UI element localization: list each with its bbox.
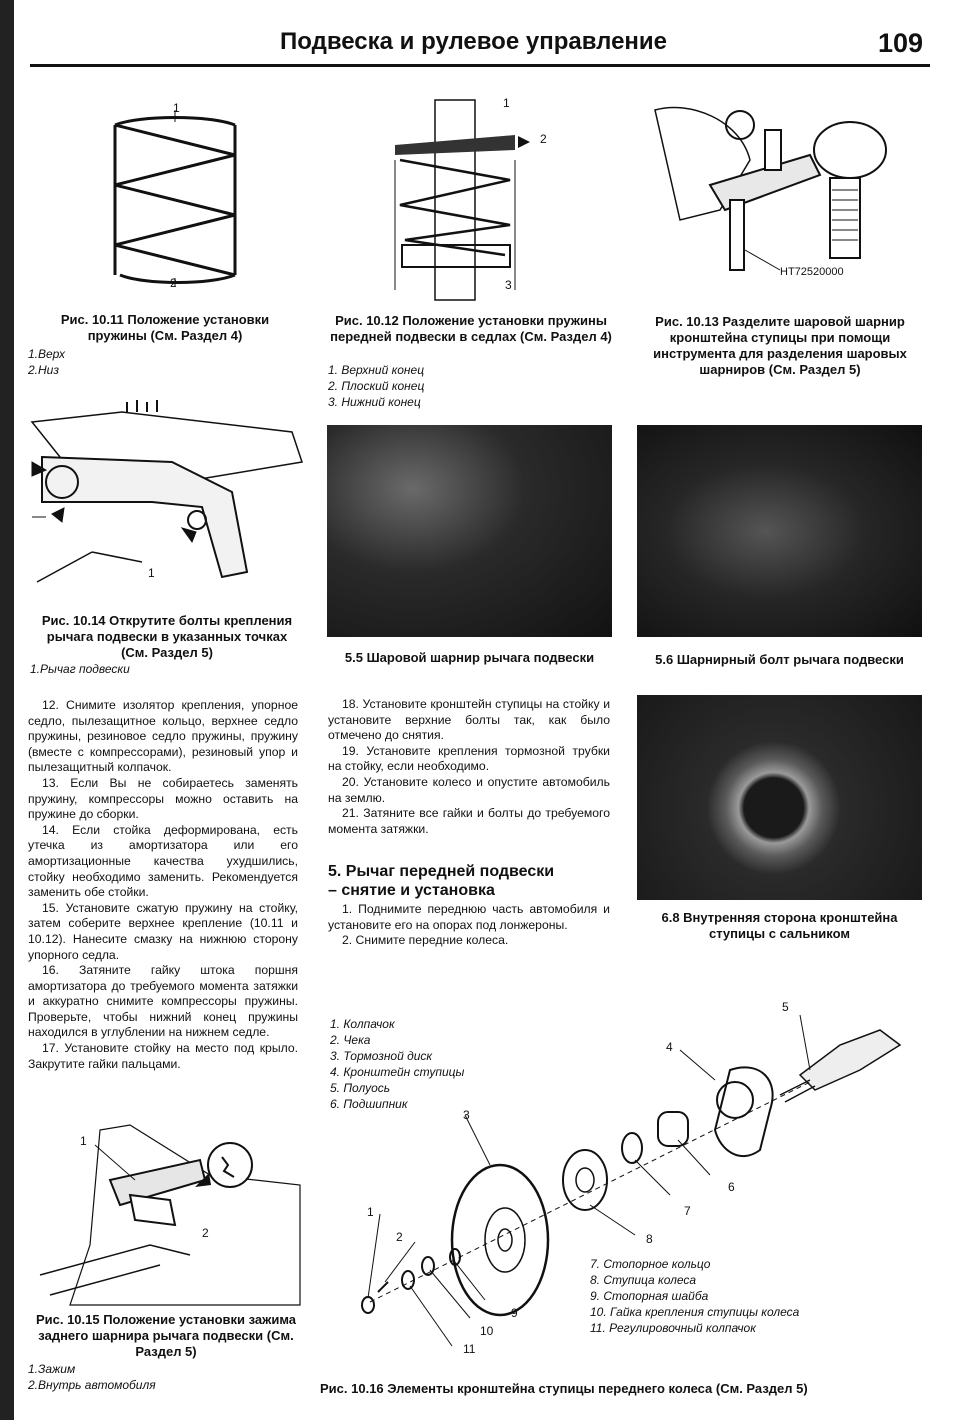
fig-10-16-label-2: 2 bbox=[396, 1230, 403, 1244]
fig-10-11-label-1: 1 bbox=[173, 101, 180, 115]
fig-10-11-legend bbox=[28, 346, 65, 378]
page-edge-shadow bbox=[0, 0, 14, 1420]
photo-5-6-image bbox=[637, 425, 922, 637]
fig-10-16-caption: Рис. 10.16 Элементы кронштейна ступицы переднего колеса (См. Раздел 5) bbox=[320, 1381, 808, 1396]
paragraph: 14. Если стойка деформирована, есть утечка из амортизатора или его амортизационные качества ухудшились, стойку необходимо заменить. Рекомендуется заменить обе стойки. bbox=[28, 822, 298, 900]
fig-10-15-label-2: 2 bbox=[202, 1226, 209, 1240]
text-column-middle bbox=[328, 697, 610, 837]
fig-10-16-legend-item: 1. Колпачок bbox=[330, 1017, 395, 1031]
photo-5-5-image bbox=[327, 425, 612, 637]
fig-10-16-legend-item: 5. Полуось bbox=[330, 1081, 391, 1095]
fig-10-14-arm-drawing bbox=[32, 402, 302, 602]
fig-10-12-legend bbox=[328, 362, 424, 410]
header-rule bbox=[30, 64, 930, 67]
fig-10-13-tool-code: HT72520000 bbox=[780, 266, 844, 278]
fig-10-11-label-2: 2 bbox=[170, 276, 177, 290]
fig-10-12-legend-item: 1. Верхний конец bbox=[328, 363, 425, 377]
fig-10-15-label-1: 1 bbox=[80, 1134, 87, 1148]
fig-10-16-legend-item: 6. Подшипник bbox=[330, 1097, 408, 1111]
fig-10-16-legend-item: 8. Ступица колеса bbox=[590, 1273, 697, 1287]
fig-10-16-label-1: 1 bbox=[367, 1205, 374, 1219]
fig-10-13-caption: Рис. 10.13 Разделите шаровой шарнир кронштейна ступицы при помощи инструмента для разделения шаровых шарниров (См. Раздел 5) bbox=[653, 314, 907, 377]
fig-10-12-label-1: 1 bbox=[503, 96, 510, 110]
paragraph: 1. Поднимите переднюю часть автомобиля и установите его на опорах под лонжероны. bbox=[328, 902, 610, 932]
fig-10-16-legend-item: 3. Тормозной диск bbox=[330, 1049, 433, 1063]
fig-10-15-clamp-drawing bbox=[30, 1125, 305, 1310]
paragraph: 17. Установите стойку на место под крыло. Закрутите гайки пальцами. bbox=[28, 1041, 298, 1071]
fig-10-16-label-4: 4 bbox=[666, 1040, 673, 1054]
fig-10-14-legend-item: 1.Рычаг подвески bbox=[30, 662, 130, 676]
fig-10-11-legend-item: 1.Верх bbox=[28, 347, 65, 361]
photo-5-6-caption: 5.6 Шарнирный болт рычага подвески bbox=[655, 652, 904, 667]
fig-10-16-label-6: 6 bbox=[728, 1180, 735, 1194]
fig-10-15-caption: Рис. 10.15 Положение установки зажима заднего шарнира рычага подвески (См. Раздел 5) bbox=[35, 1312, 297, 1359]
fig-10-16-legend-item: 11. Регулировочный колпачок bbox=[590, 1321, 756, 1335]
fig-10-16-label-3: 3 bbox=[463, 1108, 470, 1122]
fig-10-11-caption: Рис. 10.11 Положение установки пружины (См. Раздел 4) bbox=[60, 312, 270, 343]
fig-10-11-legend-item: 2.Низ bbox=[28, 363, 59, 377]
fig-10-12-label-2: 2 bbox=[540, 132, 547, 146]
fig-10-16-legend-item: 10. Гайка крепления ступицы колеса bbox=[590, 1305, 800, 1319]
paragraph: 16. Затяните гайку штока поршня амортизатора до требуемого момента затяжки и аккуратно снимите компрессоры пружины. Проверьте, чтобы нижний конец пружины находился в углублении на нижнем седле. bbox=[28, 963, 298, 1040]
fig-10-14-legend bbox=[30, 661, 130, 677]
fig-10-12-strut-drawing bbox=[380, 100, 540, 300]
page-header-title: Подвеска и рулевое управление bbox=[280, 28, 668, 55]
fig-10-16-label-5: 5 bbox=[782, 1000, 789, 1014]
fig-10-16-legend-item: 4. Кронштейн ступицы bbox=[330, 1065, 465, 1079]
fig-10-14-caption: Рис. 10.14 Открутите болты крепления рычага подвески в указанных точках (См. Раздел 5) bbox=[41, 613, 293, 660]
fig-10-12-label-3: 3 bbox=[505, 278, 512, 292]
section-5-heading bbox=[328, 862, 613, 900]
fig-10-16-label-11: 11 bbox=[463, 1342, 476, 1356]
paragraph: 12. Снимите изолятор крепления, упорное седло, пылезащитное кольцо, верхнее седло пружины, резиновое седло пружины, пружину (вместе с компрессорами), резиновый упор и пылезащитный колпачок. bbox=[28, 698, 298, 775]
photo-5-5-caption: 5.5 Шаровой шарнир рычага подвески bbox=[344, 650, 595, 665]
paragraph: 18. Установите кронштейн ступицы на стойку и установите верхние болты так, как было отмечено до снятия. bbox=[328, 697, 610, 743]
fig-10-16-legend-bottom bbox=[590, 1256, 799, 1336]
paragraph: 19. Установите крепления тормозной трубки на стойку, если необходимо. bbox=[328, 743, 610, 774]
fig-10-14-label-1: 1 bbox=[148, 566, 155, 580]
fig-10-16-label-7: 7 bbox=[684, 1204, 691, 1218]
fig-10-15-legend-item: 1.Зажим bbox=[28, 1362, 76, 1376]
fig-10-16-label-8: 8 bbox=[646, 1232, 653, 1246]
text-column-left bbox=[28, 698, 298, 1072]
fig-10-16-legend-item: 2. Чека bbox=[330, 1033, 371, 1047]
section-5-text bbox=[328, 902, 610, 949]
fig-10-12-legend-item: 3. Нижний конец bbox=[328, 395, 421, 409]
fig-10-16-legend-item: 7. Стопорное кольцо bbox=[590, 1257, 711, 1271]
fig-10-12-legend-item: 2. Плоский конец bbox=[328, 379, 425, 393]
paragraph: 13. Если Вы не собираетесь заменять пружину, компрессоры можно оставить на пружине до сборки. bbox=[28, 775, 298, 822]
section-5-heading-line: 5. Рычаг передней подвески bbox=[328, 863, 555, 880]
paragraph: 15. Установите сжатую пружину на стойку, затем соберите верхнее крепление (10.11 и 10.12). Нанесите смазку на нижнюю сторону упорного седла. bbox=[28, 900, 298, 962]
paragraph: 20. Установите колесо и опустите автомобиль на землю. bbox=[328, 774, 610, 805]
fig-10-11-spring-drawing bbox=[100, 100, 250, 300]
paragraph: 2. Снимите передние колеса. bbox=[342, 933, 509, 948]
photo-6-8-caption: 6.8 Внутренняя сторона кронштейна ступицы с сальником bbox=[661, 910, 898, 941]
fig-10-16-label-10: 10 bbox=[480, 1324, 494, 1338]
photo-6-8-image bbox=[637, 695, 922, 900]
fig-10-15-legend bbox=[28, 1361, 156, 1393]
section-5-heading-line: – снятие и установка bbox=[328, 882, 495, 899]
fig-10-12-caption: Рис. 10.12 Положение установки пружины передней подвески в седлах (См. Раздел 4) bbox=[330, 313, 612, 344]
fig-10-16-label-9: 9 bbox=[511, 1306, 518, 1320]
fig-10-16-legend-item: 9. Стопорная шайба bbox=[590, 1289, 709, 1303]
page-number: 109 bbox=[878, 28, 924, 58]
paragraph: 21. Затяните все гайки и болты до требуемого момента затяжки. bbox=[328, 806, 610, 836]
fig-10-15-legend-item: 2.Внутрь автомобиля bbox=[28, 1378, 156, 1392]
